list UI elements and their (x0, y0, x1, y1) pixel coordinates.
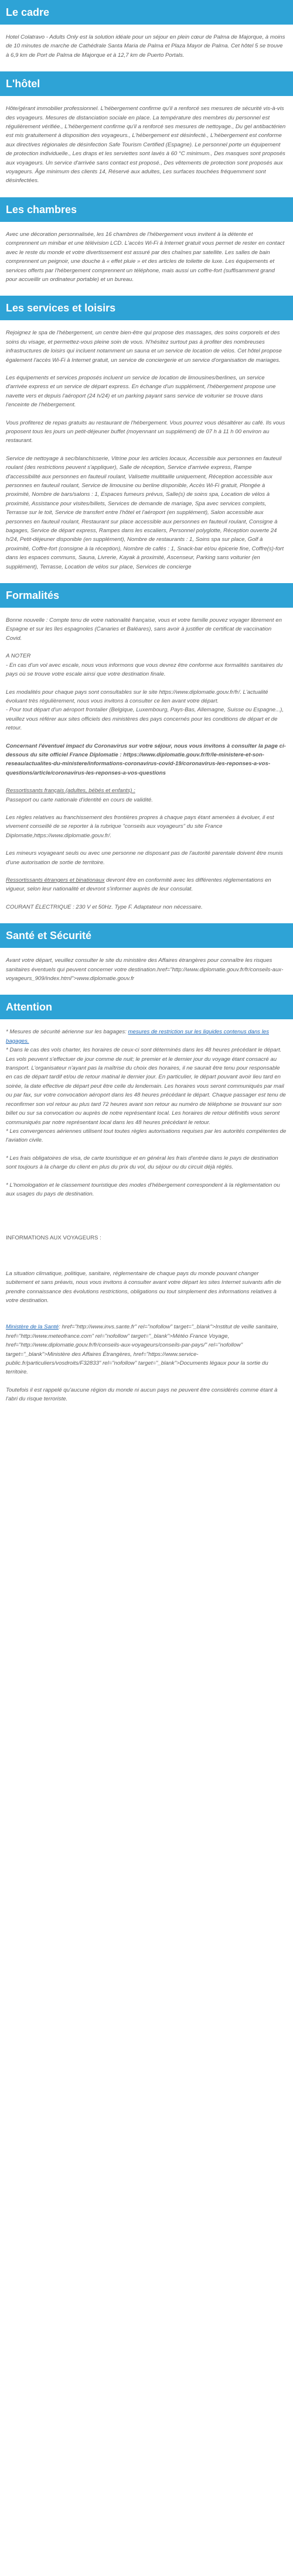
attention-paragraph: La situation climatique, politique, sanitaire, réglementaire de chaque pays du monde pouvant changer subitement et sans préavis, nous vous invitons à consulter avant votre départ les sites Internet suivants afin de prendre connaissance des évolutions restrictions, obligations ou tout simplement des informations relatives à votre destination. (6, 1270, 281, 1304)
formalites-subheading: Ressortissants français (adultes, bébés et enfants) : (6, 787, 135, 794)
section-chambres (0, 197, 293, 284)
formalites-foreigners-label: Ressortissants étrangers et binationaux (6, 877, 105, 883)
formalites-foreigners (6, 876, 287, 894)
section-title-services: Les services et loisirs (0, 296, 293, 320)
section-title-attention: Attention (0, 995, 293, 1019)
section-attention (0, 995, 293, 1403)
services-amenities-list: Service de nettoyage à sec/blanchisserie, Vitrine pour les articles locaux, Accessible aux personnes en fauteuil roulant (des restrictions peuvent s'appliquer), Salle de réception, Service d'arrivée express, Rampe d'accessibilité aux personnes en fauteuil roulant, Valisette multitaille uniquement, Réception accessible aux personnes en fauteuil roulant, Service de limousine ou berline disponible, Accès Wi-Fi gratuit, Plongée à proximité, Nombre de bars/salons : 1, Espaces fumeurs prévus, Salle(s) de soins spa, Location de vélos à proximité, Assistance pour visites/billets, Services de demande de mariage, Spa avec services complets, Terrasse sur le toit, Service de transfert entre l'hôtel et l'aéroport (en supplément), Salon accessible aux personnes en fauteuil roulant, Restaurant sur place accessible aux personnes en fauteuil roulant, Consigne à bagages, Service de départ express, Rampes dans les escaliers, Personnel polyglotte, Réception ouverte 24 h/24, Petit-déjeuner disponible (en supplément), Nombre de restaurants : 1, Soins spa sur place, Golf à proximité, Coffre-fort (consigne à la réception), Nombre de cafés : 1, Snack-bar et/ou épicerie fine, Coffre(s)-fort dans les espaces communs, Sauna, Livrerie, Kayak à proximité, Ascenseur, Parking sans voiturier (en supplément), Terrasse, Location de vélos sur place, Services de concierge (6, 455, 284, 570)
services-paragraph: Les équipements et services proposés incluent un service de location de limousines/berlines, un service d'arrivée express et un service de départ express. En échange d'un supplément, l'hébergement propose une navette vers et depuis l'aéroport (24 h/24) et un parking payant sans service de voiturier se trouve dans l'enceinte de l'hébergement. (6, 374, 276, 409)
section-sante (0, 923, 293, 983)
attention-paragraph: * Les convergences aériennes utilisent tout toutes règles autorisations requises par les autorités compétentes de l'aviation civile. (6, 1128, 287, 1144)
attention-links (6, 1323, 287, 1376)
formalites-paragraph: Les mineurs voyageant seuls ou avec une personne ne disposant pas de l'autorité parentale doivent être munis d'une autorisation de sortie de territoire. (6, 850, 283, 866)
health-ministry-link[interactable]: Ministère de la Santé (6, 1324, 59, 1331)
section-title-sante: Santé et Sécurité (0, 923, 293, 948)
formalites-paragraph: - Pour tout départ d'un aéroport frontalier (Belgique, Luxembourg, Pays-Bas, Allemagne, Suisse ou Espagne...), veuillez vous référer aux sites officiels des ministères des pays concernés pour les conditions de départ et de retour. (6, 707, 284, 732)
chambres-text: Avec une décoration personnalisée, les 16 chambres de l'hébergement vous invitent à la détente et comprennent un minibar et une télévision LCD. L'accès Wi-Fi à Internet gratuit vous permet de rester en contact avec le reste du monde et votre divertissement est assuré par des chaînes par satellite. Les salles de bain comprennent un peignoir, une douche à « effet pluie » et des articles de toilette de luxe. Les équipements et services offerts par l'hébergement comprennent un téléphone, mais aussi un coffre-fort (suffisamment grand pour accueillir un ordinateur portable) et un bureau. (6, 231, 285, 283)
formalites-note-heading: A NOTER (6, 653, 31, 660)
formalites-paragraph: - En cas d'un vol avec escale, nous vous informons que vous devrez être conforme aux formalités sanitaires du pays où se trouve votre escale ainsi que votre destination finale. (6, 662, 283, 678)
section-title-formalites: Formalités (0, 583, 293, 608)
formalites-coronavirus-notice: Concernant l'éventuel impact du Coronavirus sur votre séjour, nous vous invitons à consulter la page ci-dessous du site officiel France Diplomatie : https://www.diplomatie.gouv.fr/fr/le-ministere-et-son-reseau/actualites-du-ministere/informations-coronavirus-covid-19/coronavirus-les-reponses-a-vos-questions/article/coronavirus-les-reponses-a-vos-questions (6, 742, 286, 776)
attention-paragraph: * L'homologation et le classement touristique des modes d'hébergement correspondent à la réglementation ou aux usages du pays de destination. (6, 1181, 280, 1197)
attention-paragraph: * Dans le cas des vols charter, les horaires de ceux-ci sont déterminés dans les 48 heures précédant le départ. Les vols peuvent s'effectuer de jour comme de nuit; le premier et le dernier jour du voyage étant consacré au transport. L'organisateur n'ayant pas la maîtrise du choix des horaires, il ne saurait être tenu pour responsable en cas de départ tardif et/ou de retour matinal le dernier jour. En particulier, le départ pouvant avoir lieu tard en soirée, la date effective de départ peut être celle du lendemain. Les horaires vous seront communiqués par mail ou par fax, sur votre convocation aéroport dans les 48 heures précédant le départ. Chaque passager est tenu de reconfirmer son vol retour au plus tard 72 heures avant son retour au numéro de téléphone se trouvant sur son billet ou sur sa convocation ou auprès de notre représentant local. Les horaires de retour définitifs vous seront communiqués par notre représentant local dans les 48 heures précédant le retour. (6, 1047, 286, 1126)
attention-paragraph: Toutefois il est rappelé qu'aucune région du monde ni aucun pays ne peuvent être considérés comme étant à l'abri du risque terroriste. (6, 1386, 278, 1403)
baggage-restrictions-link[interactable]: mesures de restriction sur les liquides contenus dans les bagages. (6, 1029, 270, 1044)
formalites-paragraph: Les modalités pour chaque pays sont consultables sur le site https://www.diplomatie.gouv.fr/fr/. L'actualité évoluant très régulièrement, nous vous invitons à consulter ce lien avant votre départ. (6, 688, 268, 704)
cadre-text: Hotel Colatravo - Adults Only est la solution idéale pour un séjour en plein cœur de Palma de Majorque, à moins de 10 minutes de marche de Cathédrale Santa Maria de Palma et Plaza Mayor de Palma. Cet hôtel 5 se trouve à 6,9 km de Port de Palma de Majorque et à 12,7 km de Puerto Portals. (6, 34, 285, 59)
sante-text: Avant votre départ, veuillez consulter le site du ministère des Affaires étrangères pour connaître les risques sanitaires éventuels qui peuvent concerner votre destination.href="http://www.diplomatie.gouv.fr/fr/conseils-aux-voyageurs_909/index.html">www.diplomatie.gouv.fr (6, 957, 284, 982)
formalites-paragraph: Les règles relatives au franchissement des frontières propres à chaque pays étant amenées à évoluer, il est vivement conseillé de se reporter à la rubrique "conseils aux voyageurs" du site France Diplomatie,https://www.diplomatie.gouv.fr/. (6, 814, 274, 839)
section-title-hotel: L'hôtel (0, 71, 293, 96)
section-title-chambres: Les chambres (0, 197, 293, 222)
attention-baggage-text: * Mesures de sécurité aérienne sur les bagages: (6, 1029, 128, 1036)
services-paragraph: Rejoignez le spa de l'hébergement, un centre bien-être qui propose des massages, des soins corporels et des soins du visage, et permettez-vous pleine soin de vous. N'hésitez surtout pas à profiter des nombreuses infrastructures de loisirs qui incluent notamment un sauna et un service de location de vélos. Cet hôtel propose également l'accès Wi-Fi à Internet gratuit, un service de conciergerie et un service d'organisation de mariages. (6, 330, 282, 364)
formalites-paragraph: Bonne nouvelle : Compte tenu de votre nationalité française, vous et votre famille pouvez voyager librement en Espagne et sur les îles espagnoles (Canaries et Baléares), sans avoir à justifier de certificat de vaccination Covid. (6, 617, 282, 642)
formalites-paragraph: Passeport ou carte nationale d'identité en cours de validité. (6, 796, 153, 803)
hotel-text: Hôte/gérant immobilier professionnel. L'hébergement confirme qu'il a renforcé ses mesures de sécurité vis-à-vis des voyageurs. Mesures de distanciation sociale en place. La température des membres du personnel est régulièrement vérifiée., L'hébergement confirme qu'il a renforcé ses mesures de nettoyage., Du gel antibactérien est mis gratuitement à disposition des voyageurs., L'hébergement est désinfecté., L'hébergement est conforme aux directives régionales de désinfection Safe Tourism Certified (Espagne). Le personnel porte un équipement de protection individuelle., Les draps et les serviettes sont lavés à 60 °C minimum., Des masques sont proposés aux voyageurs. Un service d'arrivée sans contact est proposé., Des vêtements de protection sont proposés aux voyageurs. Âge minimum des clients 14, Réservé aux adultes, Les surfaces touchées fréquemment sont désinfectées. (6, 105, 286, 184)
attention-baggage (6, 1027, 287, 1046)
section-cadre (0, 0, 293, 60)
section-title-cadre: Le cadre (0, 0, 293, 25)
services-paragraph: Vous profiterez de repas gratuits au restaurant de l'hébergement. Vous pourrez vous désaltérer au café. Ils vous proposent tous les jours un petit-déjeuner buffet (moyennant un supplément) de 07 h à 11 h 00 environ au restaurant. (6, 419, 285, 444)
section-formalites (0, 583, 293, 912)
attention-paragraph: * Les frais obligatoires de visa, de carte touristique et en général les frais d'entrée dans le pays de destination sont toujours à la charge du client en plus du prix du vol, du séjour ou du circuit déjà réglés. (6, 1155, 278, 1171)
formalites-foreigners-text: devront être en conformité avec les différentes réglementations en vigueur, selon leur nationalité et devront s'informer auprès de leur consulat. (6, 877, 271, 893)
formalites-electricity: COURANT ÉLECTRIQUE : 230 V et 50Hz. Type F. Adaptateur non nécessaire. (6, 903, 203, 910)
section-hotel (0, 71, 293, 186)
section-services (0, 296, 293, 571)
attention-links-text: : href="http://www.invs.sante.fr" rel="nofollow" target="_blank">Institut de veille sanitaire, href="http://www.meteofrance.com" rel="nofollow" target="_blank">Météo France Voyage, href="http://www.diplomatie.gouv.fr/fr/conseils-aux-voyageurs/conseils-par-pays/" rel="nofollow" target="_blank">Ministère des Affaires Étrangères, href="https://www.service-public.fr/particuliers/vosdroits/F32833" rel="nofollow" target="_blank">Documents légaux pour la sortie du territoire. (6, 1324, 279, 1376)
travelers-info-heading: INFORMATIONS AUX VOYAGEURS : (6, 1235, 101, 1242)
